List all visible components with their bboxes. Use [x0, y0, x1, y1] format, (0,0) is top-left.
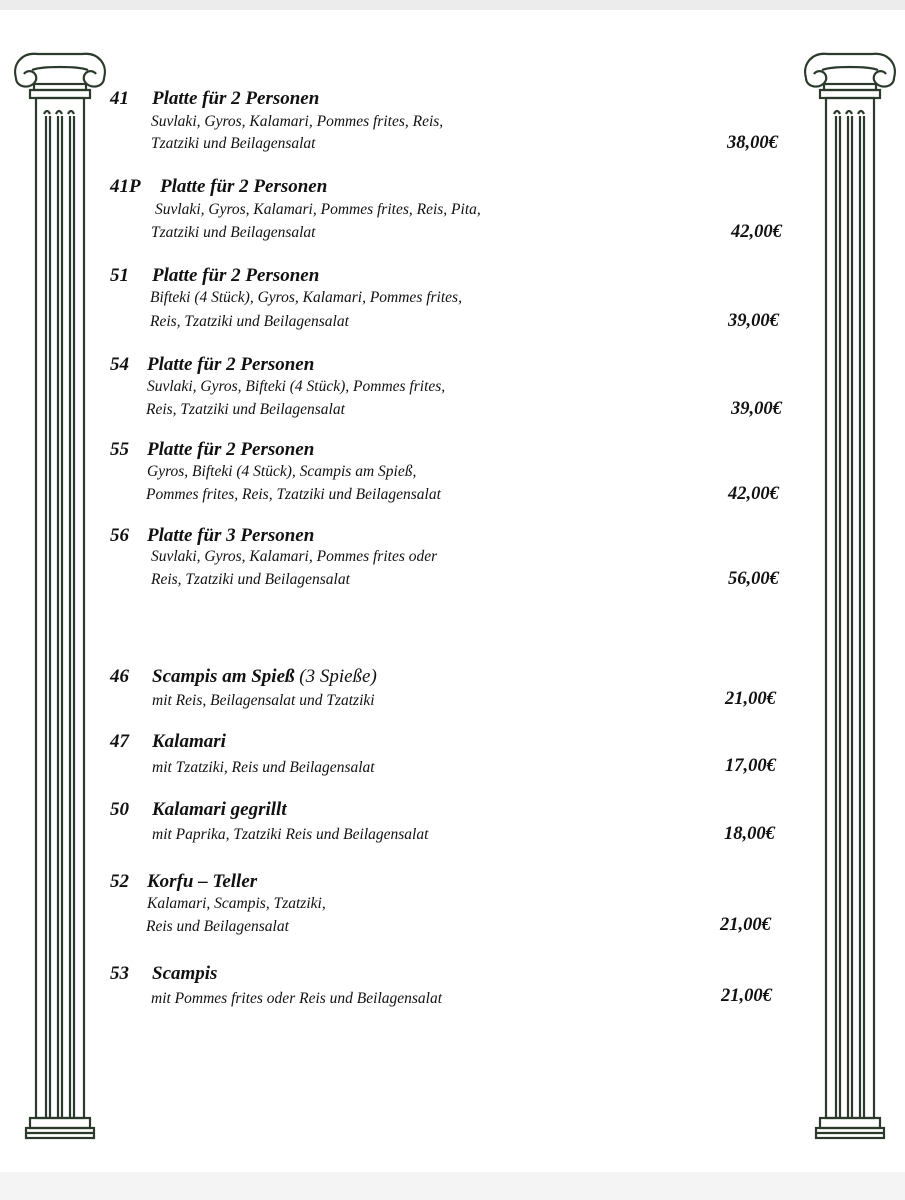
item-price: 39,00€ — [731, 399, 782, 419]
item-number: 41 — [110, 88, 129, 109]
menu-item-header — [110, 265, 319, 287]
item-number: 47 — [110, 731, 129, 752]
item-title: Platte für 2 Personen — [147, 439, 315, 460]
item-number: 53 — [110, 963, 129, 984]
item-description: Suvlaki, Gyros, Bifteki (4 Stück), Pommes frites, — [147, 378, 446, 395]
menu-item-header — [110, 525, 314, 547]
item-price: 17,00€ — [725, 756, 776, 776]
item-number: 54 — [110, 354, 129, 375]
item-number: 55 — [110, 439, 129, 460]
item-price: 42,00€ — [731, 222, 782, 242]
item-description: Reis, Tzatziki und Beilagensalat — [151, 571, 350, 588]
menu-item-header — [110, 963, 217, 985]
item-number: 51 — [110, 265, 129, 286]
item-description: Tzatziki und Beilagensalat — [151, 224, 316, 241]
item-description: Kalamari, Scampis, Tzatziki, — [147, 895, 326, 912]
item-description: mit Paprika, Tzatziki Reis und Beilagensalat — [152, 826, 429, 843]
item-title: Kalamari gegrillt — [152, 799, 287, 820]
item-description: Reis, Tzatziki und Beilagensalat — [150, 313, 349, 330]
item-title-text: Scampis am Spieß — [152, 666, 295, 687]
item-title: Korfu – Teller — [147, 871, 258, 892]
item-description: Suvlaki, Gyros, Kalamari, Pommes frites oder — [151, 548, 438, 565]
item-description: mit Tzatziki, Reis und Beilagensalat — [152, 759, 375, 776]
menu-item-header — [110, 666, 377, 688]
item-description: Suvlaki, Gyros, Kalamari, Pommes frites, Reis, Pita, — [155, 201, 481, 218]
item-number: 41P — [110, 176, 141, 197]
menu-item-header — [110, 439, 314, 461]
item-title: Platte für 3 Personen — [147, 525, 315, 546]
item-number: 50 — [110, 799, 129, 820]
menu-item-header — [110, 799, 287, 821]
item-number: 52 — [110, 871, 129, 892]
item-title: Platte für 2 Personen — [152, 88, 320, 109]
item-number: 56 — [110, 525, 129, 546]
item-price: 21,00€ — [720, 915, 771, 935]
item-price: 38,00€ — [727, 133, 778, 153]
item-title: Platte für 2 Personen — [152, 265, 320, 286]
item-description: mit Pommes frites oder Reis und Beilagensalat — [151, 990, 443, 1007]
item-number: 46 — [110, 666, 129, 687]
item-description: mit Reis, Beilagensalat und Tzatziki — [152, 692, 375, 709]
item-price: 18,00€ — [724, 824, 775, 844]
item-description: Pommes frites, Reis, Tzatziki und Beilagensalat — [146, 486, 441, 503]
menu-item-header — [110, 354, 314, 376]
item-description: Reis und Beilagensalat — [146, 918, 289, 935]
item-title: Platte für 2 Personen — [147, 354, 315, 375]
item-title — [152, 666, 377, 688]
item-price: 39,00€ — [728, 311, 779, 331]
item-title-note: (3 Spieße) — [294, 666, 377, 687]
item-price: 42,00€ — [728, 484, 779, 504]
menu-item-header — [110, 176, 327, 198]
menu-item-header — [110, 731, 226, 753]
item-title: Platte für 2 Personen — [160, 176, 328, 197]
item-title: Kalamari — [152, 731, 226, 752]
item-description: Bifteki (4 Stück), Gyros, Kalamari, Pommes frites, — [150, 289, 462, 306]
item-price: 21,00€ — [721, 986, 772, 1006]
menu-item-header — [110, 871, 257, 893]
item-description: Gyros, Bifteki (4 Stück), Scampis am Spieß, — [147, 463, 417, 480]
item-price: 21,00€ — [725, 689, 776, 709]
item-description: Reis, Tzatziki und Beilagensalat — [146, 401, 345, 418]
item-description: Tzatziki und Beilagensalat — [151, 135, 316, 152]
item-title: Scampis — [152, 963, 218, 984]
item-price: 56,00€ — [728, 569, 779, 589]
item-description: Suvlaki, Gyros, Kalamari, Pommes frites, Reis, — [151, 113, 444, 130]
menu-item-header — [110, 88, 319, 110]
